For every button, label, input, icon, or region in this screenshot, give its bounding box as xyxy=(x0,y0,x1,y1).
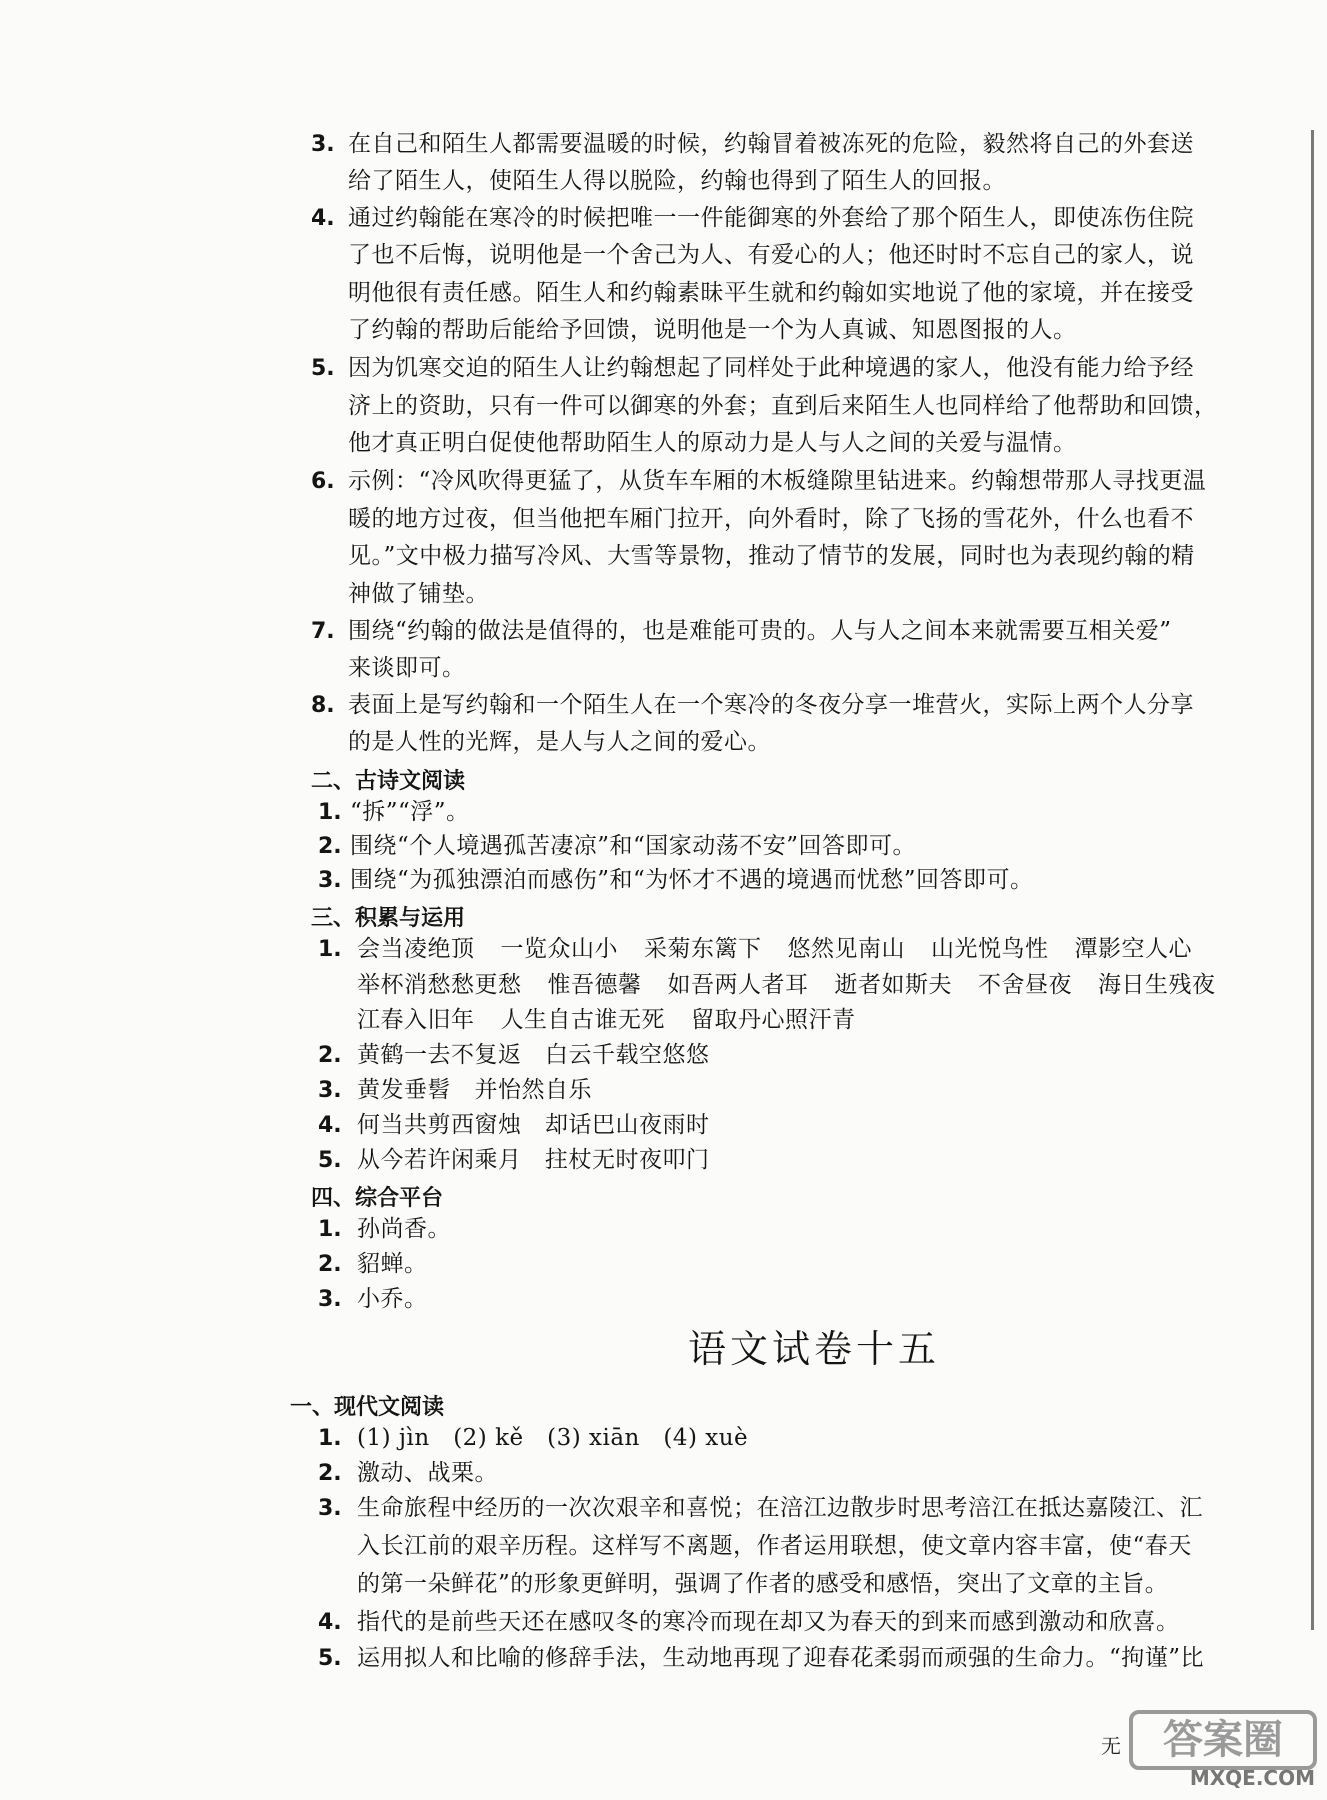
answer-number: 7. xyxy=(311,619,335,644)
answer-line: 指代的是前些天还在感叹冬的寒冷而现在却又为春天的到来而感到激动和欣喜。 xyxy=(357,1609,1180,1635)
answer-number: 5. xyxy=(311,356,335,381)
poem-line: 逝者如斯夫 xyxy=(834,972,952,998)
answer-number: 2. xyxy=(318,1461,342,1486)
answer-line: 小乔。 xyxy=(357,1286,428,1312)
answer-line: 孙尚香。 xyxy=(357,1216,451,1242)
answer-line: 的是人性的光辉，是人与人之间的爱心。 xyxy=(348,729,771,755)
page-edge-rule xyxy=(1311,130,1314,1630)
answer-number: 4. xyxy=(318,1113,342,1138)
answer-line: 生命旅程中经历的一次次艰辛和喜悦；在涪江边散步时思考涪江在抵达嘉陵江、汇 xyxy=(357,1495,1203,1521)
answer-line: 示例：“冷风吹得更猛了，从货车车厢的木板缝隙里钻进来。约翰想带那人寻找更温 xyxy=(348,468,1207,494)
poem-line: 留取丹心照汗青 xyxy=(691,1007,856,1033)
answer-line: 围绕“为孤独漂泊而感伤”和“为怀才不遇的境遇而忧愁”回答即可。 xyxy=(350,867,1034,893)
answer-number: 5. xyxy=(318,1646,342,1671)
answer-line: 因为饥寒交迫的陌生人让约翰想起了同样处于此种境遇的家人，他没有能力给予经 xyxy=(348,355,1194,381)
answer-line: 济上的资助，只有一件可以御寒的外套；直到后来陌生人也同样给了他帮助和回馈， xyxy=(348,393,1218,419)
section-heading-modern-reading: 一、现代文阅读 xyxy=(290,1395,445,1420)
watermark-site: MXQE.COM xyxy=(1189,1766,1315,1790)
answer-number: 2. xyxy=(318,834,342,859)
poem-line: 江春入旧年 xyxy=(357,1007,475,1033)
poem-line: 山光悦鸟性 xyxy=(931,936,1049,962)
answer-line: 暖的地方过夜，但当他把车厢门拉开，向外看时，除了飞扬的雪花外，什么也看不 xyxy=(348,506,1194,532)
answer-line: 围绕“个人境遇孤苦凄凉”和“国家动荡不安”回答即可。 xyxy=(350,833,917,859)
answer-line: 明他很有责任感。陌生人和约翰素昧平生就和约翰如实地说了他的家境，并在接受 xyxy=(348,280,1194,306)
poem-line: 举杯消愁愁更愁 xyxy=(357,972,522,998)
poem-line: 悠然见南山 xyxy=(787,936,905,962)
poem-lines-row xyxy=(357,934,1218,964)
poem-line: 一览众山小 xyxy=(500,936,618,962)
answer-line: 表面上是写约翰和一个陌生人在一个寒冷的冬夜分享一堆营火，实际上两个人分享 xyxy=(348,692,1194,718)
answer-number: 3. xyxy=(318,1287,342,1312)
answer-number: 1. xyxy=(318,800,342,825)
poem-line: 惟吾德馨 xyxy=(547,972,642,998)
answer-line: 了也不后悔，说明他是一个舍己为人、有爱心的人；他还时时不忘自己的家人，说 xyxy=(348,242,1194,268)
watermark-tag: 无 xyxy=(1101,1734,1121,1758)
answer-line: 了约翰的帮助后能给予回馈，说明他是一个为人真诚、知恩图报的人。 xyxy=(348,317,1077,343)
answer-line: 见。”文中极力描写冷风、大雪等景物，推动了情节的发展，同时也为表现约翰的精 xyxy=(348,543,1195,569)
answer-number: 6. xyxy=(311,469,335,494)
answer-number: 2. xyxy=(318,1252,342,1277)
answer-number: 5. xyxy=(318,1148,342,1173)
answer-line: 从今若许闲乘月 拄杖无时夜叩门 xyxy=(357,1147,710,1173)
poem-lines-row xyxy=(357,970,1242,1000)
answer-line: 的第一朵鲜花”的形象更鲜明，强调了作者的感受和感悟，突出了文章的主旨。 xyxy=(357,1571,1169,1597)
answer-line: 围绕“约翰的做法是值得的，也是难能可贵的。人与人之间本来就需要互相关爱” xyxy=(348,618,1172,644)
poem-line: 潭影空人心 xyxy=(1074,936,1192,962)
answer-number: 1. xyxy=(318,937,342,962)
answer-number: 1. xyxy=(318,1217,342,1242)
answer-number: 3. xyxy=(311,132,335,157)
answer-line: 神做了铺垫。 xyxy=(348,581,489,607)
answer-number: 3. xyxy=(318,1078,342,1103)
poem-line: 会当凌绝顶 xyxy=(357,936,475,962)
answer-number: 1. xyxy=(318,1426,342,1451)
answer-line: 给了陌生人，使陌生人得以脱险，约翰也得到了陌生人的回报。 xyxy=(348,168,1006,194)
poem-line: 不舍昼夜 xyxy=(978,972,1072,998)
poem-lines-row xyxy=(357,1005,882,1035)
answer-number: 4. xyxy=(318,1610,342,1635)
answer-line: 运用拟人和比喻的修辞手法，生动地再现了迎春花柔弱而顽强的生命力。“拘谨”比 xyxy=(357,1645,1205,1671)
poem-line: 采菊东篱下 xyxy=(644,936,762,962)
answer-line: 黄鹤一去不复返 白云千载空悠悠 xyxy=(357,1042,710,1068)
answer-line: (1) jìn (2) kě (3) xiān (4) xuè xyxy=(357,1425,749,1451)
answer-line: 来谈即可。 xyxy=(348,655,466,681)
answer-line: 在自己和陌生人都需要温暖的时候，约翰冒着被冻死的危险，毅然将自己的外套送 xyxy=(348,131,1194,157)
poem-line: 人生自古谁无死 xyxy=(500,1007,665,1033)
answer-number: 4. xyxy=(311,206,335,231)
answer-line: 貂蝉。 xyxy=(357,1251,428,1277)
poem-line: 如吾两人者耳 xyxy=(667,972,809,998)
answer-line: 激动、战栗。 xyxy=(357,1460,498,1486)
watermark-logo: 答案圈 xyxy=(1129,1710,1317,1770)
section-heading-classical-reading: 二、古诗文阅读 xyxy=(311,769,466,794)
section-heading-accumulation: 三、积累与运用 xyxy=(311,906,466,931)
answer-line: “拆”“浮”。 xyxy=(350,799,470,825)
answer-line: 他才真正明白促使他帮助陌生人的原动力是人与人之间的关爱与温情。 xyxy=(348,430,1077,456)
answer-line: 入长江前的艰辛历程。这样写不离题，作者运用联想，使文章内容丰富，使“春天 xyxy=(357,1533,1192,1559)
answer-line: 黄发垂髫 并怡然自乐 xyxy=(357,1077,592,1103)
site-watermark xyxy=(1097,1710,1317,1790)
answer-line: 通过约翰能在寒冷的时候把唯一一件能御寒的外套给了那个陌生人，即使冻伤住院 xyxy=(348,205,1194,231)
paper-title: 语文试卷十五 xyxy=(688,1327,941,1371)
answer-number: 3. xyxy=(318,868,342,893)
answer-number: 8. xyxy=(311,693,335,718)
answer-line: 何当共剪西窗烛 却话巴山夜雨时 xyxy=(357,1112,710,1138)
answer-number: 3. xyxy=(318,1496,342,1521)
answer-number: 2. xyxy=(318,1043,342,1068)
section-heading-integrated-platform: 四、综合平台 xyxy=(311,1186,444,1211)
poem-line: 海日生残夜 xyxy=(1098,972,1216,998)
